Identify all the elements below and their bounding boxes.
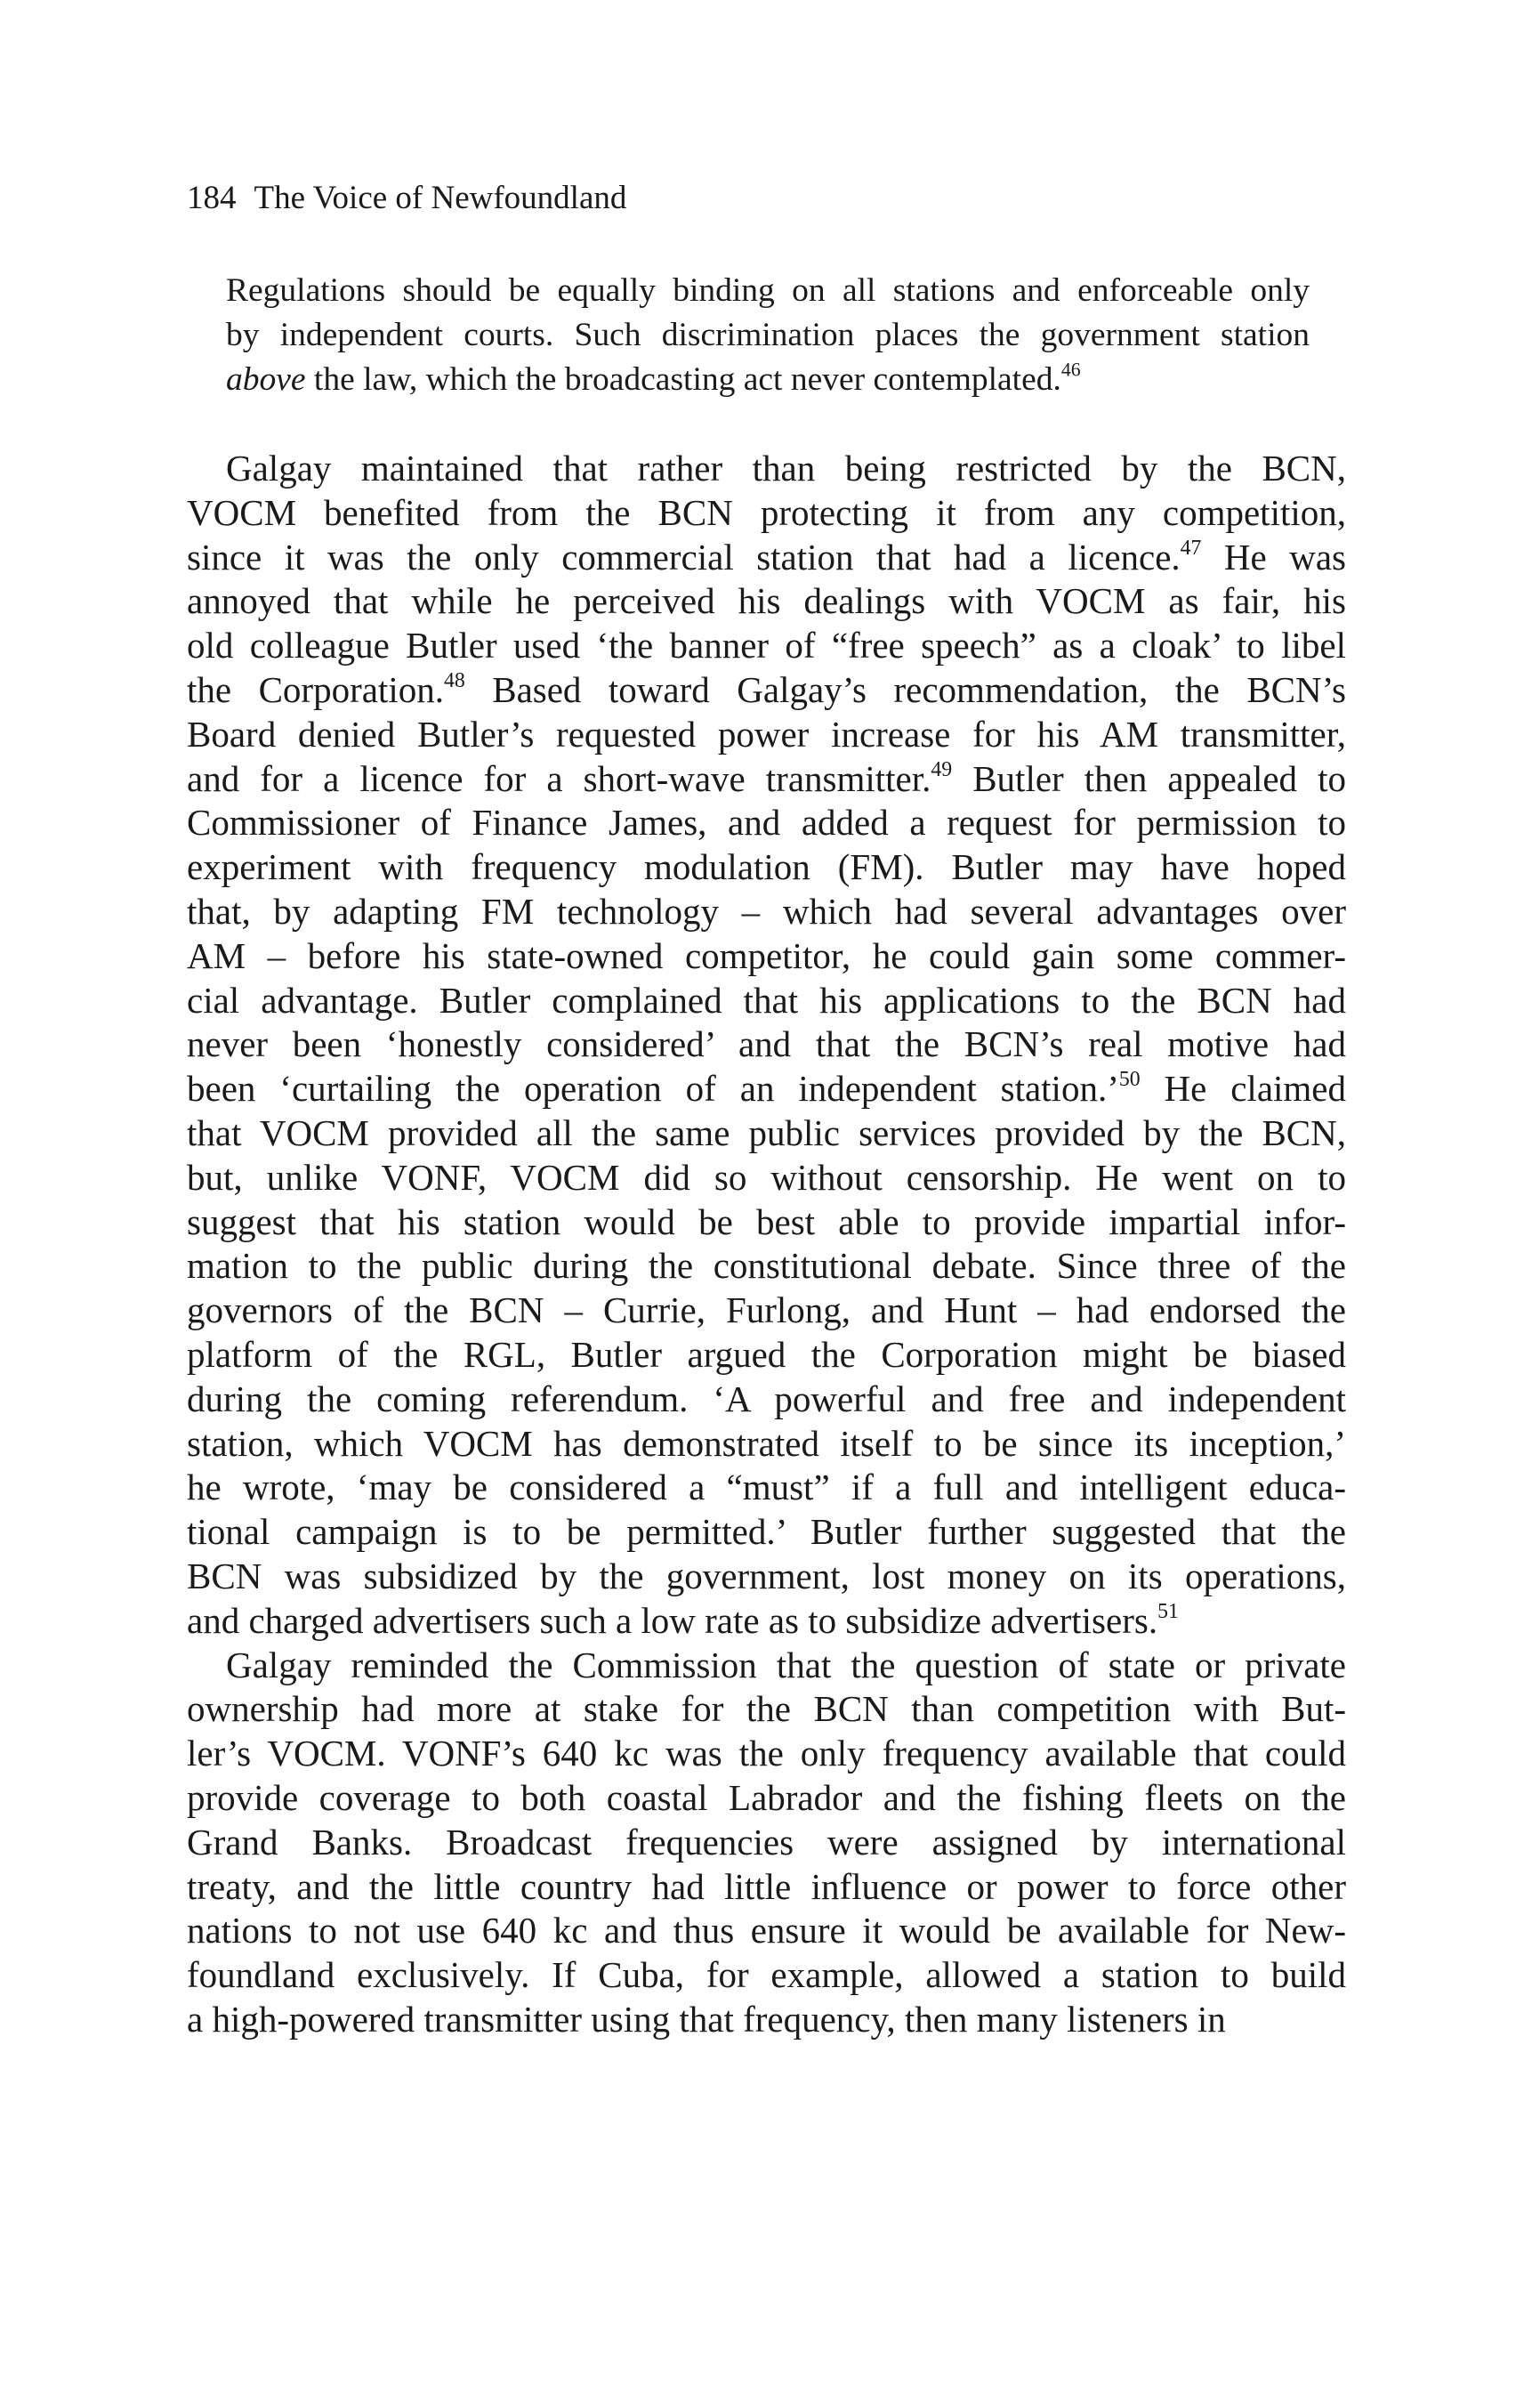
text-line: old colleague Butler used ‘the banner of “free speech” as a cloak’ to libel bbox=[187, 625, 1346, 667]
text-line: cial advantage. Butler complained that his applications to the BCN had bbox=[187, 979, 1346, 1021]
text-line bbox=[187, 536, 1346, 580]
footnote-ref: 46 bbox=[1060, 359, 1081, 381]
page-number: 184 bbox=[187, 180, 237, 216]
text-line: provide coverage to both coastal Labrador and the fishing fleets on the bbox=[187, 1776, 1346, 1818]
emphasis: above bbox=[226, 361, 306, 398]
text-line: a high-powered transmitter using that frequency, then many listeners in bbox=[187, 1998, 1226, 2040]
text-line: Commissioner of Finance James, and added a request for permission to bbox=[187, 802, 1346, 844]
block-quote-line: by independent courts. Such discrimination places the government station bbox=[226, 317, 1310, 353]
text-line: VOCM benefited from the BCN protecting it from any competition, bbox=[187, 491, 1346, 533]
footnote-ref: 51 bbox=[1157, 1599, 1179, 1623]
text-line: during the coming referendum. ‘A powerful and free and independent bbox=[187, 1378, 1346, 1419]
text-line: never been ‘honestly considered’ and that the BCN’s real motive had bbox=[187, 1023, 1346, 1065]
block-quote-line bbox=[226, 358, 1310, 402]
line-text: and charged advertisers such a low rate as to subsidize advertisers. bbox=[187, 1599, 1158, 1641]
text-line: BCN was subsidized by the government, lost money on its operations, bbox=[187, 1555, 1346, 1596]
text-line: foundland exclusively. If Cuba, for example, allowed a station to build bbox=[187, 1954, 1346, 1996]
paragraph bbox=[187, 1644, 1346, 2042]
text-line: Board denied Butler’s requested power increase for his AM transmitter, bbox=[187, 713, 1346, 755]
line-text: the Corporation. bbox=[187, 668, 444, 710]
quote-text: the law, which the broadcasting act never contemplated. bbox=[305, 361, 1061, 398]
line-text: He claimed bbox=[1140, 1068, 1347, 1110]
text-line: AM – before his state-owned competitor, he could gain some commer- bbox=[187, 934, 1346, 976]
text-line: that VOCM provided all the same public services provided by the BCN, bbox=[187, 1111, 1346, 1153]
text-line: suggest that his station would be best able to provide impartial infor- bbox=[187, 1200, 1346, 1242]
text-line: annoyed that while he perceived his dealings with VOCM as fair, his bbox=[187, 580, 1346, 622]
text-line: Galgay reminded the Commission that the question of state or private bbox=[226, 1644, 1346, 1685]
text-line: station, which VOCM has demonstrated itself to be since its inception,’ bbox=[187, 1422, 1346, 1464]
text-line: experiment with frequency modulation (FM). Butler may have hoped bbox=[187, 846, 1346, 888]
text-line: governors of the BCN – Currie, Furlong, and Hunt – had endorsed the bbox=[187, 1289, 1346, 1331]
paragraph bbox=[187, 447, 1346, 1644]
text-line: but, unlike VONF, VOCM did so without censorship. He went on to bbox=[187, 1156, 1346, 1198]
text-line bbox=[187, 1599, 1346, 1644]
text-line: nations to not use 640 kc and thus ensure it would be available for New- bbox=[187, 1910, 1346, 1952]
text-line: mation to the public during the constitutional debate. Since three of the bbox=[187, 1245, 1346, 1287]
line-text: and for a licence for a short-wave transmitter. bbox=[187, 757, 931, 799]
running-head bbox=[187, 176, 626, 221]
footnote-ref: 47 bbox=[1180, 536, 1202, 560]
footnote-ref: 49 bbox=[931, 757, 953, 781]
block-quote-line: Regulations should be equally binding on all stations and enforceable only bbox=[226, 272, 1310, 309]
line-text: Butler then appealed to bbox=[952, 757, 1346, 799]
line-text: been ‘curtailing the operation of an independent station.’ bbox=[187, 1068, 1119, 1110]
text-line: treaty, and the little country had little influence or power to force other bbox=[187, 1865, 1346, 1907]
text-line: Galgay maintained that rather than being restricted by the BCN, bbox=[226, 448, 1346, 489]
text-line bbox=[187, 1067, 1346, 1111]
text-line bbox=[187, 757, 1346, 802]
book-title: The Voice of Newfoundland bbox=[254, 180, 627, 216]
line-text: Based toward Galgay’s recommendation, the BCN’s bbox=[464, 668, 1346, 710]
text-line: he wrote, ‘may be considered a “must” if a full and intelligent educa- bbox=[187, 1467, 1346, 1508]
text-line bbox=[187, 668, 1346, 713]
text-line: tional campaign is to be permitted.’ Butler further suggested that the bbox=[187, 1511, 1346, 1553]
text-line: Grand Banks. Broadcast frequencies were assigned by international bbox=[187, 1821, 1346, 1863]
body-text bbox=[187, 447, 1346, 2042]
text-line: ler’s VOCM. VONF’s 640 kc was the only frequency available that could bbox=[187, 1733, 1346, 1774]
text-line: that, by adapting FM technology – which had several advantages over bbox=[187, 890, 1346, 932]
line-text: since it was the only commercial station that had a licence. bbox=[187, 536, 1181, 578]
footnote-ref: 48 bbox=[443, 668, 465, 692]
block-quote bbox=[226, 269, 1310, 402]
footnote-ref: 50 bbox=[1118, 1068, 1141, 1092]
line-text: He was bbox=[1201, 536, 1346, 578]
text-line: ownership had more at stake for the BCN than competition with But- bbox=[187, 1688, 1346, 1730]
text-line: platform of the RGL, Butler argued the Corporation might be biased bbox=[187, 1333, 1346, 1375]
